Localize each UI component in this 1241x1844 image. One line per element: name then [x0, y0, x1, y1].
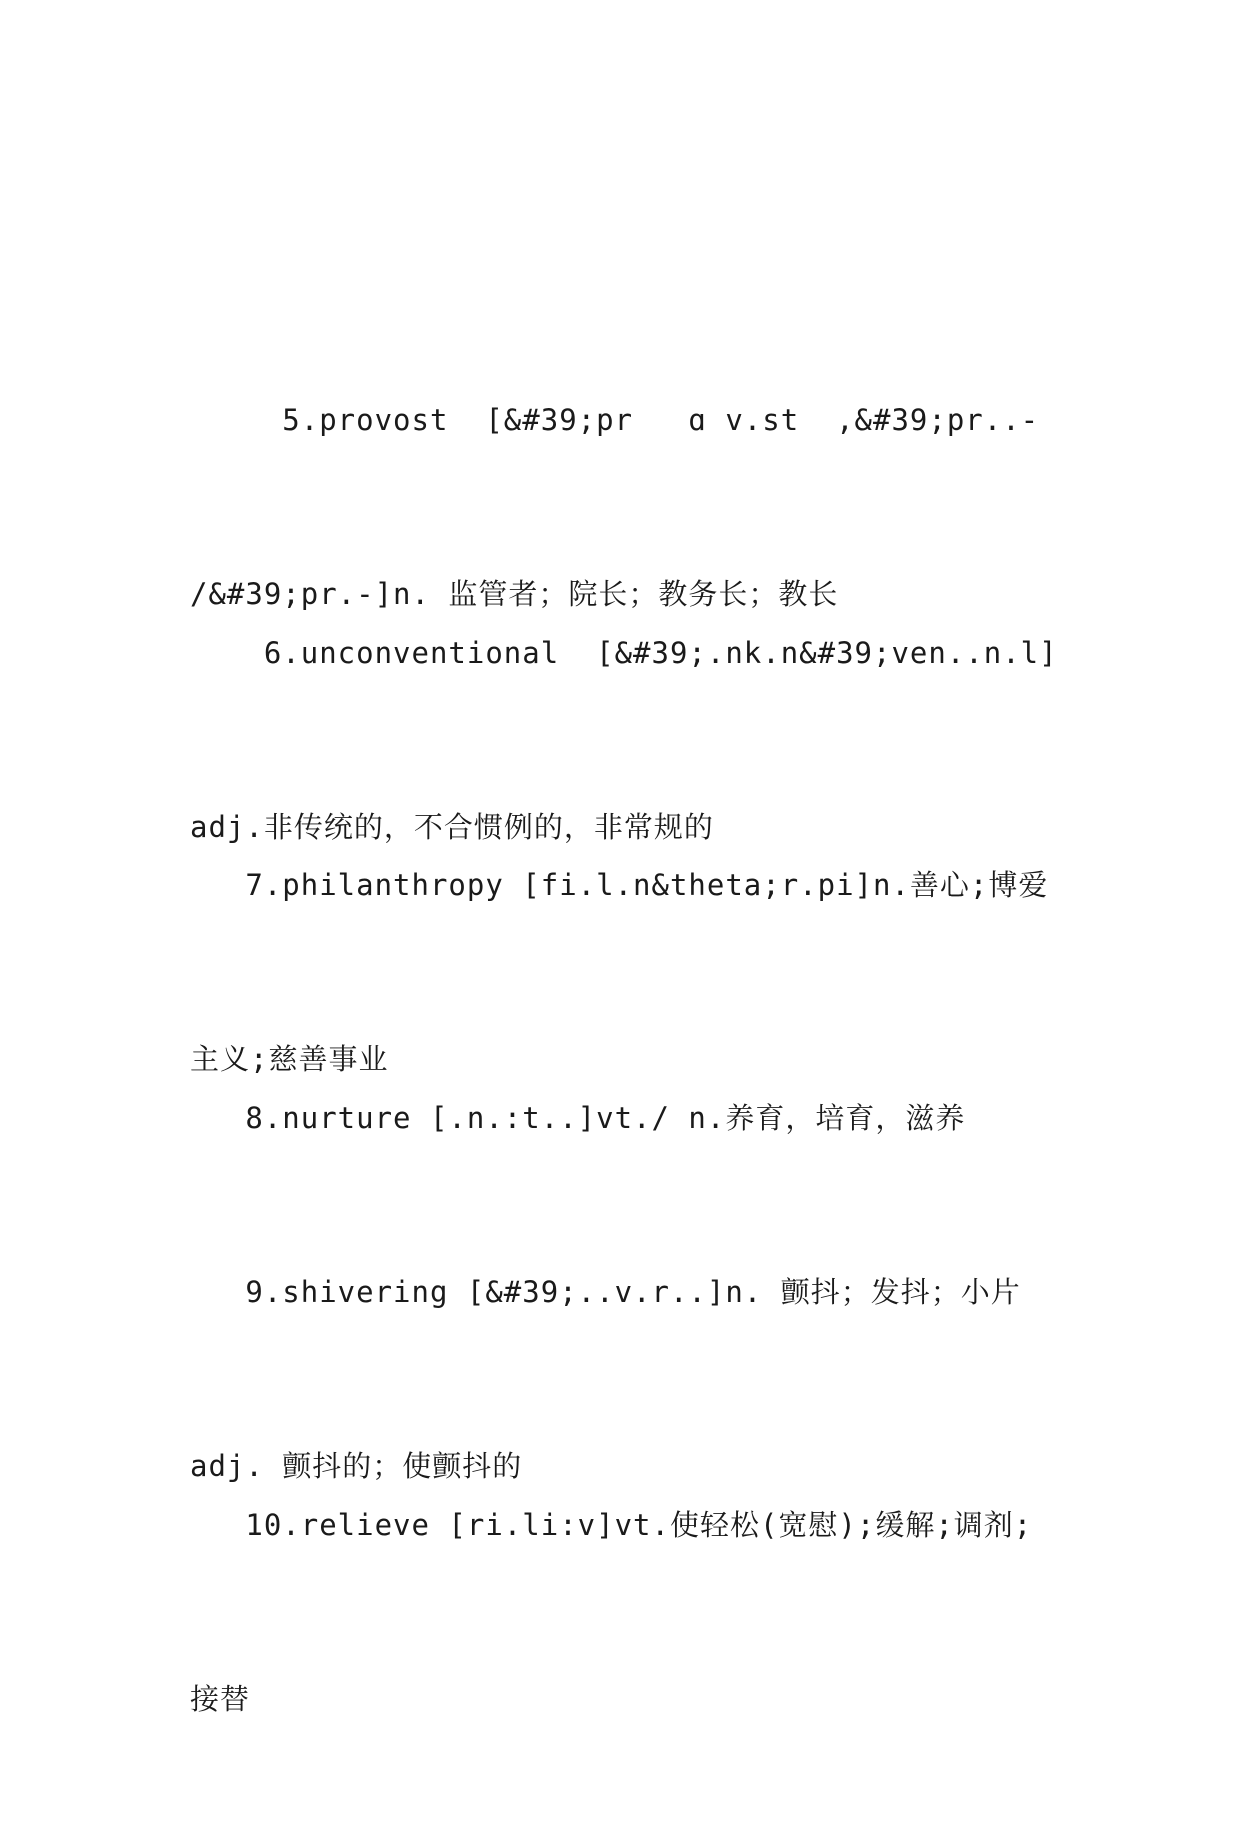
entry-line-1: 7.philanthropy [fi.l.n&theta;r.pi]n.善心;博爱 — [190, 868, 1049, 902]
entry-line-2: adj.非传统的，不合惯例的，非常规的 — [190, 810, 714, 844]
entry-line-1: 8.nurture [.n.:t..]vt./ n.养育，培育，滋养 — [190, 1101, 966, 1135]
entry-line-2: 接替 — [190, 1682, 251, 1716]
entry-line-2: /&#39;pr.-]n. 监管者；院长；教务长；教长 — [190, 577, 839, 611]
entry-line-1: 9.shivering [&#39;..v.r..]n. 颤抖；发抖；小片 — [190, 1275, 1021, 1309]
vocab-entry-relieve — [190, 1380, 1070, 1844]
entry-line-2: 主义;慈善事业 — [190, 1042, 389, 1076]
entry-line-1: 5.provost [&#39;pr ɑ v.st ,&#39;pr..- — [190, 403, 1040, 437]
entry-line-2: adj. 颤抖的；使颤抖的 — [190, 1449, 523, 1483]
entry-line-1: 6.unconventional [&#39;.nk.n&#39;ven..n.l] — [190, 636, 1058, 670]
entry-line-1: 10.relieve [ri.li:v]vt.使轻松(宽慰);缓解;调剂; — [190, 1508, 1033, 1542]
